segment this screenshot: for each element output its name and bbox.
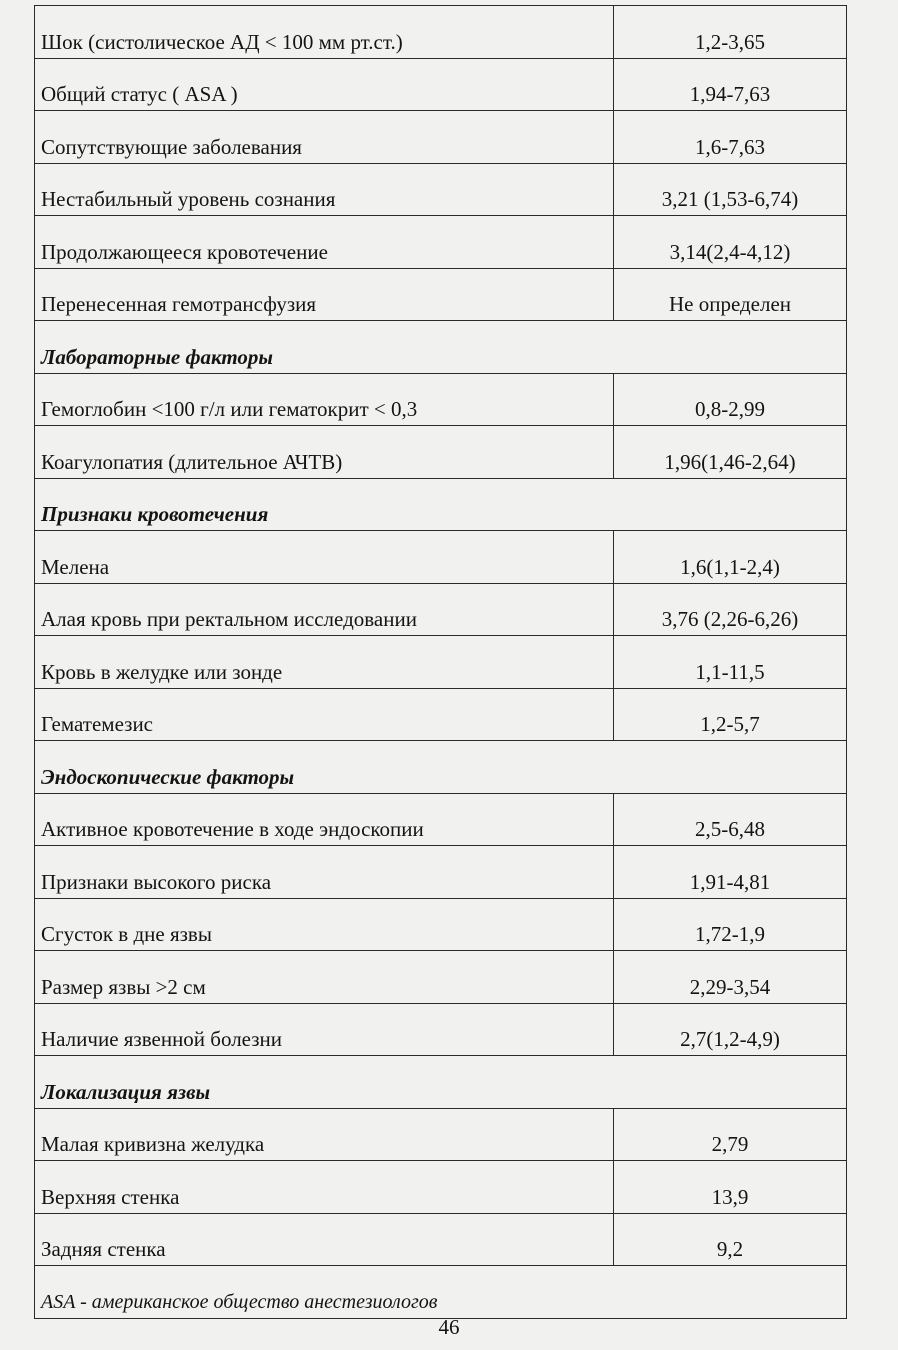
table-row bbox=[35, 268, 847, 321]
odds-ratio-value: 1,2-3,65 bbox=[614, 6, 847, 59]
table-row bbox=[35, 793, 847, 846]
odds-ratio-value: 1,6-7,63 bbox=[614, 111, 847, 164]
factor-name: Сгусток в дне язвы bbox=[35, 898, 614, 951]
factor-name: Шок (систолическое АД < 100 мм рт.ст.) bbox=[35, 6, 614, 59]
odds-ratio-value: 3,76 (2,26-6,26) bbox=[614, 583, 847, 636]
odds-ratio-value: 1,1-11,5 bbox=[614, 636, 847, 689]
factor-name: Продолжающееся кровотечение bbox=[35, 216, 614, 269]
factor-name: Кровь в желудке или зонде bbox=[35, 636, 614, 689]
table-footnote: ASA - американское общество анестезиологов bbox=[35, 1266, 847, 1319]
factor-name: Наличие язвенной болезни bbox=[35, 1003, 614, 1056]
odds-ratio-value: 0,8-2,99 bbox=[614, 373, 847, 426]
section-title: Лабораторные факторы bbox=[35, 321, 614, 374]
table-row bbox=[35, 1003, 847, 1056]
factor-name: Сопутствующие заболевания bbox=[35, 111, 614, 164]
footnote-row bbox=[35, 1266, 847, 1319]
factor-name: Общий статус ( ASA ) bbox=[35, 58, 614, 111]
table-row bbox=[35, 426, 847, 479]
page-number: 46 bbox=[438, 1315, 460, 1339]
odds-ratio-value: 9,2 bbox=[614, 1213, 847, 1266]
odds-ratio-value: 2,5-6,48 bbox=[614, 793, 847, 846]
table-row bbox=[35, 898, 847, 951]
odds-ratio-value: 2,79 bbox=[614, 1108, 847, 1161]
factor-name: Гематемезис bbox=[35, 688, 614, 741]
odds-ratio-value: 1,2-5,7 bbox=[614, 688, 847, 741]
factor-name: Нестабильный уровень сознания bbox=[35, 163, 614, 216]
factor-name: Алая кровь при ректальном исследовании bbox=[35, 583, 614, 636]
table-row bbox=[35, 951, 847, 1004]
table-row bbox=[35, 216, 847, 269]
section-header-row bbox=[35, 478, 847, 531]
table-row bbox=[35, 163, 847, 216]
factor-name: Признаки высокого риска bbox=[35, 846, 614, 899]
table-body bbox=[35, 6, 847, 1319]
factor-name: Активное кровотечение в ходе эндоскопии bbox=[35, 793, 614, 846]
table-row bbox=[35, 1213, 847, 1266]
odds-ratio-value bbox=[614, 1056, 847, 1109]
factor-name: Коагулопатия (длительное АЧТВ) bbox=[35, 426, 614, 479]
odds-ratio-value bbox=[614, 741, 847, 794]
table-row bbox=[35, 636, 847, 689]
section-title: Эндоскопические факторы bbox=[35, 741, 614, 794]
factor-name: Перенесенная гемотрансфузия bbox=[35, 268, 614, 321]
table-row bbox=[35, 111, 847, 164]
odds-ratio-value: 13,9 bbox=[614, 1161, 847, 1214]
odds-ratio-value: 1,72-1,9 bbox=[614, 898, 847, 951]
section-title: Признаки кровотечения bbox=[35, 478, 614, 531]
factor-name: Мелена bbox=[35, 531, 614, 584]
table-row bbox=[35, 531, 847, 584]
section-header-row bbox=[35, 321, 847, 374]
table-row bbox=[35, 846, 847, 899]
factor-name: Верхняя стенка bbox=[35, 1161, 614, 1214]
table-row bbox=[35, 688, 847, 741]
odds-ratio-value: 1,94-7,63 bbox=[614, 58, 847, 111]
section-header-row bbox=[35, 741, 847, 794]
table-row bbox=[35, 6, 847, 59]
odds-ratio-value bbox=[614, 478, 847, 531]
odds-ratio-value: 3,14(2,4-4,12) bbox=[614, 216, 847, 269]
odds-ratio-value: 1,6(1,1-2,4) bbox=[614, 531, 847, 584]
section-title: Локализация язвы bbox=[35, 1056, 614, 1109]
factor-name: Малая кривизна желудка bbox=[35, 1108, 614, 1161]
odds-ratio-value bbox=[614, 321, 847, 374]
odds-ratio-value: 2,7(1,2-4,9) bbox=[614, 1003, 847, 1056]
table-row bbox=[35, 373, 847, 426]
odds-ratio-value: 2,29-3,54 bbox=[614, 951, 847, 1004]
factor-name: Размер язвы >2 см bbox=[35, 951, 614, 1004]
table-row bbox=[35, 1161, 847, 1214]
table-row bbox=[35, 1108, 847, 1161]
factor-name: Гемоглобин <100 г/л или гематокрит < 0,3 bbox=[35, 373, 614, 426]
section-header-row bbox=[35, 1056, 847, 1109]
odds-ratio-value: 1,91-4,81 bbox=[614, 846, 847, 899]
table-row bbox=[35, 58, 847, 111]
risk-factors-table bbox=[34, 5, 847, 1319]
odds-ratio-value: 3,21 (1,53-6,74) bbox=[614, 163, 847, 216]
table-row bbox=[35, 583, 847, 636]
odds-ratio-value: 1,96(1,46-2,64) bbox=[614, 426, 847, 479]
odds-ratio-value: Не определен bbox=[614, 268, 847, 321]
factor-name: Задняя стенка bbox=[35, 1213, 614, 1266]
